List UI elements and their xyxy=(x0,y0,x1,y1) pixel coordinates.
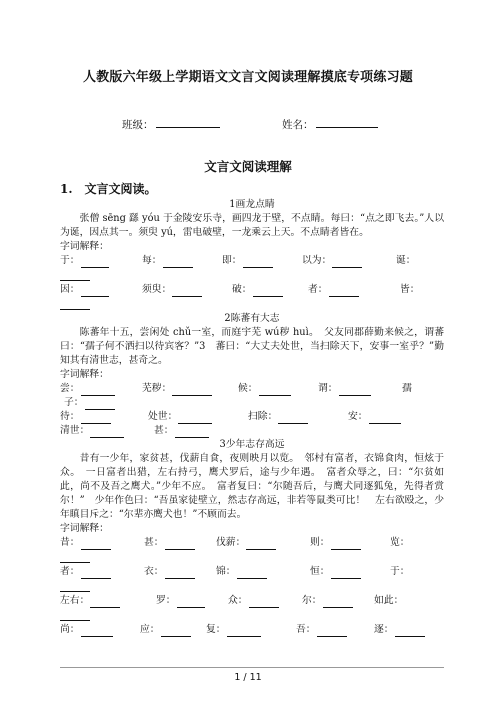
answer-blank[interactable] xyxy=(395,626,425,637)
term: 者： xyxy=(60,566,80,577)
page-number: 1 / 11 xyxy=(234,672,262,683)
answer-blank[interactable] xyxy=(85,399,115,410)
story2-row3 xyxy=(60,424,444,438)
answer-blank[interactable] xyxy=(81,539,111,550)
story3-row1 xyxy=(60,536,444,550)
term: 于： xyxy=(390,566,410,577)
answer-blank[interactable] xyxy=(81,286,109,297)
term: 者： xyxy=(308,284,328,295)
term: 每： xyxy=(142,255,162,266)
footer-divider xyxy=(60,667,444,668)
answer-blank[interactable] xyxy=(178,413,212,424)
story3-row3 xyxy=(60,594,444,608)
answer-blank[interactable] xyxy=(323,597,353,608)
story2-text: 陈蕃年十五，尝闲处 chǔ一室，而庭宇芜 wú秽 huì。 父友同郡薛勤来候之，谓蕃曰：“孺子何不洒扫以待宾客？”3 蕃曰：“大丈夫处世，当扫除天下，安事一室乎？”勤知其有清世志，甚奇之。 xyxy=(60,327,444,366)
answer-blank[interactable] xyxy=(332,257,362,268)
answer-blank[interactable] xyxy=(177,597,205,608)
answer-blank[interactable] xyxy=(227,626,261,637)
section-title: 文言文阅读理解 xyxy=(204,159,292,174)
answer-blank[interactable] xyxy=(329,286,359,297)
answer-blank[interactable] xyxy=(172,286,202,297)
term: 候： xyxy=(238,383,258,394)
term: 应： xyxy=(140,624,160,635)
story2-row1 xyxy=(60,382,444,396)
term: 罗： xyxy=(156,595,176,606)
answer-blank[interactable] xyxy=(60,608,90,621)
term: 昔： xyxy=(60,537,80,548)
term: 复： xyxy=(206,624,226,635)
name-label: 姓名： xyxy=(282,119,314,131)
answer-blank[interactable] xyxy=(90,597,120,608)
story1-row2 xyxy=(60,283,444,297)
story2-title: 2陈蕃有大志 xyxy=(224,313,280,324)
story3-row2 xyxy=(60,565,444,579)
term: 于： xyxy=(60,255,80,266)
class-blank[interactable] xyxy=(156,118,220,128)
story2-row1b xyxy=(60,396,444,410)
term: 皆： xyxy=(400,284,420,295)
term: 孺 xyxy=(402,383,412,394)
answer-blank[interactable] xyxy=(339,385,371,396)
story3-row4 xyxy=(60,623,444,637)
name-blank[interactable] xyxy=(316,118,378,128)
answer-blank[interactable] xyxy=(278,413,308,424)
term: 则： xyxy=(310,537,330,548)
term: 子： xyxy=(64,397,84,408)
term: 尚： xyxy=(60,624,80,635)
term: 尝： xyxy=(60,383,80,394)
answer-blank[interactable] xyxy=(163,257,193,268)
term: 须臾： xyxy=(142,284,172,295)
question-body xyxy=(60,198,444,637)
term: 甚： xyxy=(144,537,164,548)
question-label: 1. 文言文阅读。 xyxy=(60,182,157,196)
answer-blank[interactable] xyxy=(60,579,90,592)
name-field xyxy=(282,117,378,132)
answer-blank[interactable] xyxy=(331,568,361,579)
answer-blank[interactable] xyxy=(81,385,115,396)
answer-blank[interactable] xyxy=(317,626,347,637)
term: 尔： xyxy=(302,595,322,606)
term: 逐： xyxy=(374,624,394,635)
answer-blank[interactable] xyxy=(60,550,90,563)
term: 谓： xyxy=(318,383,338,394)
term: 待： xyxy=(60,411,80,422)
term: 扫除： xyxy=(248,411,278,422)
class-field xyxy=(122,117,220,132)
story2-row2 xyxy=(60,410,444,424)
answer-blank[interactable] xyxy=(60,268,90,281)
term: 恒： xyxy=(310,566,330,577)
term: 如此： xyxy=(374,595,404,606)
answer-blank[interactable] xyxy=(369,413,401,424)
answer-blank[interactable] xyxy=(175,427,209,438)
document-title: 人教版六年级上学期语文文言文阅读理解摸底专项练习题 xyxy=(82,70,413,85)
answer-blank[interactable] xyxy=(237,568,267,579)
answer-blank[interactable] xyxy=(165,568,195,579)
story1-row1 xyxy=(60,254,444,268)
term: 甚： xyxy=(154,425,174,436)
answer-blank[interactable] xyxy=(253,286,283,297)
answer-blank[interactable] xyxy=(243,257,273,268)
answer-blank[interactable] xyxy=(259,385,291,396)
term: 即： xyxy=(222,255,242,266)
term: 因： xyxy=(60,284,80,295)
term: 清世： xyxy=(60,425,90,436)
answer-blank[interactable] xyxy=(90,427,124,438)
story1-words-label: 字词解释： xyxy=(60,241,109,252)
story3-words-label: 字词解释： xyxy=(60,523,109,534)
term: 处世： xyxy=(148,411,178,422)
term: 破： xyxy=(232,284,252,295)
answer-blank[interactable] xyxy=(165,539,195,550)
answer-blank[interactable] xyxy=(81,413,111,424)
answer-blank[interactable] xyxy=(249,597,279,608)
answer-blank[interactable] xyxy=(331,539,361,550)
answer-blank[interactable] xyxy=(172,385,212,396)
answer-blank[interactable] xyxy=(81,626,113,637)
answer-blank[interactable] xyxy=(81,257,109,268)
class-label: 班级： xyxy=(122,119,154,131)
term: 左右： xyxy=(60,595,90,606)
term: 衣： xyxy=(144,566,164,577)
term: 安： xyxy=(348,411,368,422)
story3-title: 3少年志存高远 xyxy=(219,439,285,450)
answer-blank[interactable] xyxy=(81,568,111,579)
term: 众： xyxy=(228,595,248,606)
answer-blank[interactable] xyxy=(161,626,191,637)
term: 览： xyxy=(390,537,410,548)
term: 伐薪： xyxy=(216,537,246,548)
story1-title: 1画龙点睛 xyxy=(229,199,275,210)
answer-blank[interactable] xyxy=(60,297,90,310)
story3-text: 昔有一少年，家贫甚，伐薪自食，夜则映月以览。 邻村有富者，衣锦食肉，恒炫于众。 一日富者出猎，左右持弓，鹰犬罗后，途与少年遇。 富者众辱之，曰：“尔贫如此，尚不及吾之鹰犬。”少年不应。 富者复曰：“尔随吾后，与鹰犬同逐狐兔，先得者赏尔！” 少年作色曰：“吾虽家徒壁立，然志存高远，非若等鼠类可比！ 左右欲殴之，少年瞋目斥之：“尔辈亦鹰犬也！”不顾而去。 xyxy=(60,453,444,520)
story2-words-label: 字词解释： xyxy=(60,369,109,380)
term: 芜秽： xyxy=(142,383,172,394)
story1-text: 张僧 sēng 繇 yóu 于金陵安乐寺，画四龙于壁，不点睛。每曰：“点之即飞去。”人以为诞，因点其一。须臾 yú，雷电破壁，一龙乘云上天。不点睛者皆在。 xyxy=(60,213,444,238)
term: 吾： xyxy=(296,624,316,635)
term: 以为： xyxy=(302,255,332,266)
term: 锦： xyxy=(216,566,236,577)
answer-blank[interactable] xyxy=(246,539,276,550)
term: 诞： xyxy=(396,255,416,266)
